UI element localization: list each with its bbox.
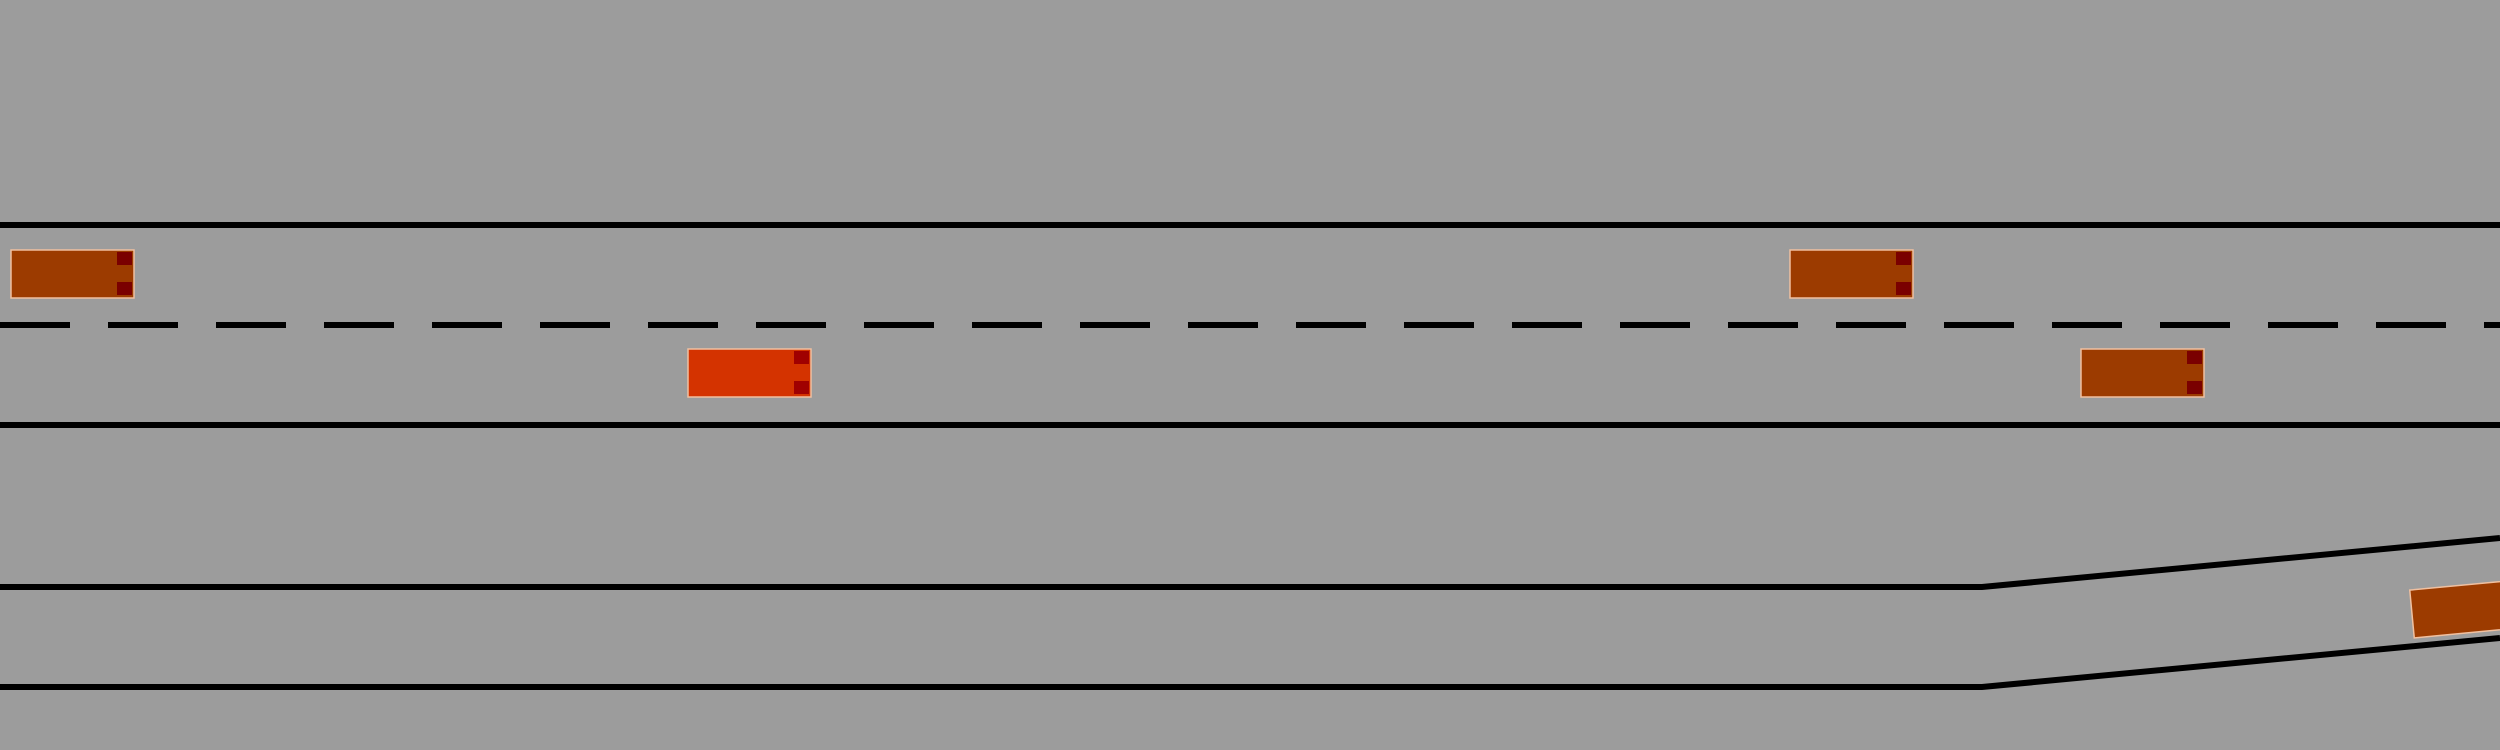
vehicle-ego-car <box>688 349 811 397</box>
car-body <box>11 250 134 298</box>
taillight <box>794 351 809 364</box>
car-body <box>2081 349 2204 397</box>
taillight <box>794 381 809 394</box>
car-body <box>1790 250 1913 298</box>
taillight <box>1896 282 1911 295</box>
vehicle-car-1 <box>11 250 134 298</box>
taillight <box>117 252 132 265</box>
taillight <box>1896 252 1911 265</box>
car-body <box>688 349 811 397</box>
vehicle-car-3 <box>1790 250 1913 298</box>
vehicle-car-4 <box>2081 349 2204 397</box>
taillight <box>2187 351 2202 364</box>
taillight <box>2187 381 2202 394</box>
taillight <box>117 282 132 295</box>
